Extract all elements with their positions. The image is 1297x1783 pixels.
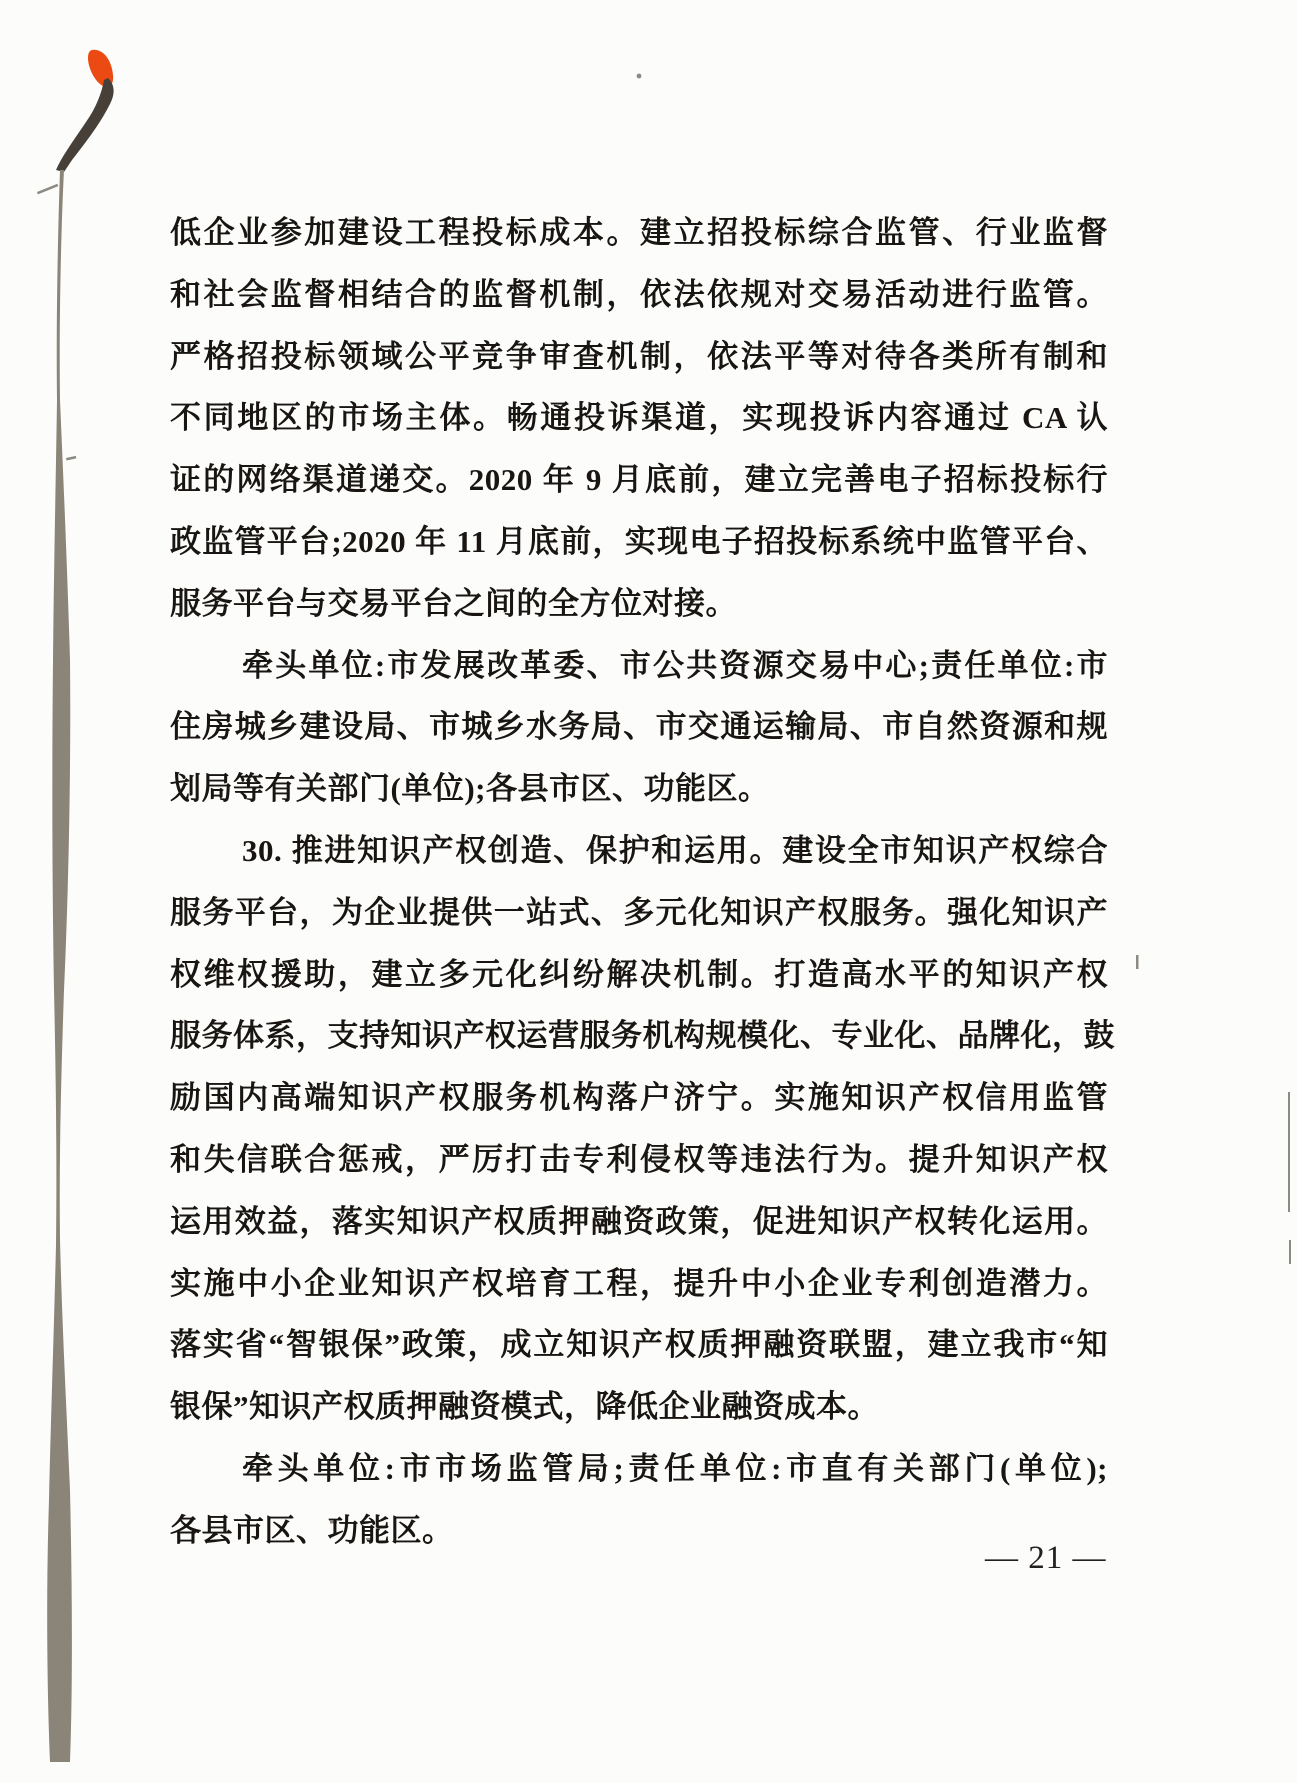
text-line: 证的网络渠道递交。2020 年 9 月底前，建立完善电子招标投标行: [170, 462, 1108, 498]
text-line: 服务平台与交易平台之间的全方位对接。: [170, 585, 737, 621]
text-line: 划局等有关部门(单位);各县市区、功能区。: [170, 771, 770, 807]
text-line: 低企业参加建设工程投标成本。建立招投标综合监管、行业监督: [170, 215, 1108, 250]
scan-speck: [1136, 955, 1139, 969]
scan-speck: [37, 184, 58, 195]
text-line: 和失信联合惩戒，严厉打击专利侵权等违法行为。提升知识产权: [170, 1141, 1108, 1177]
text-line: 30. 推进知识产权创造、保护和运用。建设全市知识产权综合: [242, 832, 1108, 868]
text-line: 严格招投标领域公平竞争审查机制，依法平等对待各类所有制和: [170, 338, 1108, 374]
scan-artifact-vertical-streak: [47, 170, 72, 1762]
text-line: 服务体系，支持知识产权运营服务机构规模化、专业化、品牌化，鼓: [170, 1018, 1115, 1054]
text-line: 银保”知识产权质押融资模式，降低企业融资成本。: [170, 1389, 879, 1425]
page-number: — 21 —: [985, 1540, 1107, 1576]
text-line: 权维权援助，建立多元化纠纷解决机制。打造高水平的知识产权: [170, 956, 1108, 992]
scan-artifact-right-edge: [1288, 1092, 1290, 1212]
text-line: 运用效益，落实知识产权质押融资政策，促进知识产权转化运用。: [170, 1203, 1108, 1239]
text-line: 各县市区、功能区。: [170, 1512, 454, 1548]
scan-speck: [66, 456, 76, 461]
scan-speck: [637, 74, 642, 79]
text-line: 牵头单位:市市场监管局;责任单位:市直有关部门(单位);: [242, 1450, 1108, 1486]
text-line: 励国内高端知识产权服务机构落户济宁。实施知识产权信用监管: [170, 1080, 1108, 1116]
scan-artifact-right-edge: [1289, 1240, 1291, 1264]
text-line: 实施中小企业知识产权培育工程，提升中小企业专利创造潜力。: [170, 1265, 1108, 1301]
text-line: 政监管平台;2020 年 11 月底前，实现电子招投标系统中监管平台、: [170, 523, 1108, 559]
document-text: [170, 202, 1115, 1562]
scan-artifact-dark-curve: [56, 78, 114, 172]
text-line: 住房城乡建设局、市城乡水务局、市交通运输局、市自然资源和规: [170, 709, 1108, 745]
text-line: 服务平台，为企业提供一站式、多元化知识产权服务。强化知识产: [170, 894, 1108, 930]
text-line: 落实省“智银保”政策，成立知识产权质押融资联盟，建立我市“知: [170, 1327, 1108, 1363]
text-line: 牵头单位:市发展改革委、市公共资源交易中心;责任单位:市: [242, 647, 1108, 683]
text-line: 不同地区的市场主体。畅通投诉渠道，实现投诉内容通过 CA 认: [170, 400, 1108, 436]
text-line: 和社会监督相结合的监督机制，依法依规对交易活动进行监管。: [170, 276, 1108, 312]
